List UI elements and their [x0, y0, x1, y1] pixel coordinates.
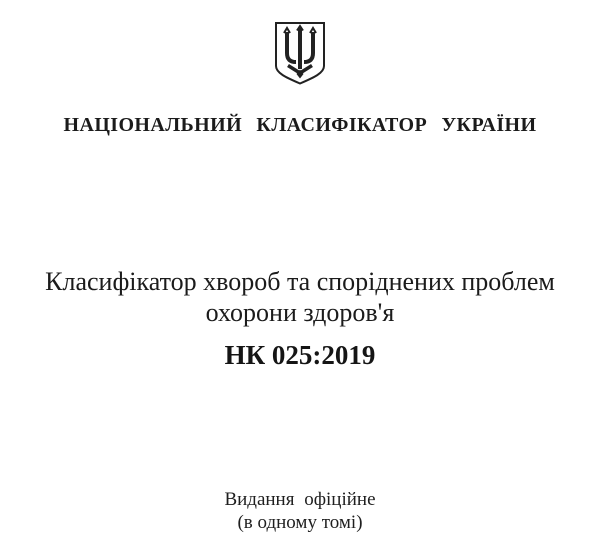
volume-note: (в одному томі)	[237, 512, 363, 533]
edition-info	[0, 488, 600, 534]
page-title: НАЦІОНАЛЬНИЙ КЛАСИФІКАТОР УКРАЇНИ	[63, 114, 537, 136]
edition-note: Видання офіційне	[224, 489, 376, 510]
document-code: НК 025:2019	[224, 340, 376, 370]
coat-of-arms-of-ukraine-icon	[273, 20, 327, 86]
document-title: Класифікатор хвороб та споріднених проблем охорони здоров'я	[45, 267, 555, 327]
